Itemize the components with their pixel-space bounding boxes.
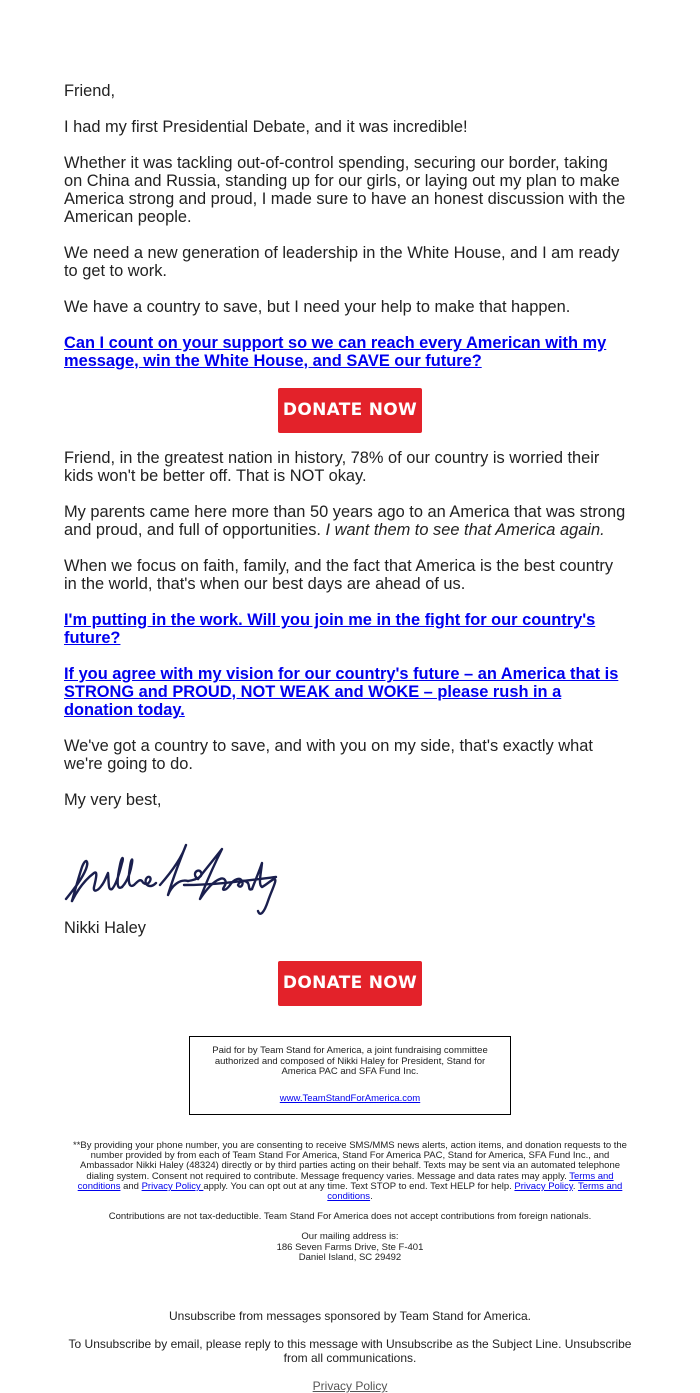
signer-name: Nikki Haley	[64, 919, 146, 937]
terms-link-2[interactable]: Terms and conditions	[327, 1180, 623, 1203]
campaign-website-link[interactable]: www.TeamStandForAmerica.com	[279, 1092, 421, 1104]
dot-text: .	[572, 1180, 578, 1192]
paragraph-closing: We've got a country to save, and with you on my side, that's exactly what we're going to do.	[64, 737, 593, 773]
cta-link-join[interactable]: I'm putting in the work. Will you join me in the fight for our country's future?	[64, 611, 596, 647]
unsubscribe-email-text: To Unsubscribe by email, please reply to this message with Unsubscribe as the Subject Line. Unsubscribe from all communications.	[68, 1337, 632, 1366]
paragraph-topics: Whether it was tackling out-of-control spending, securing our border, taking on China and Russia, standing up for our girls, or laying out my plan to make America strong and proud, I made sure to have an honest discussion with the American people.	[64, 154, 626, 226]
paragraph-worried: Friend, in the greatest nation in history, 78% of our country is worried their kids won't be better off. That is NOT okay.	[64, 449, 600, 485]
mailing-label: Our mailing address is:	[301, 1231, 399, 1243]
sms-disclaimer	[65, 1141, 635, 1202]
privacy-link-1[interactable]: Privacy Policy	[141, 1180, 204, 1192]
paragraph-parents	[64, 503, 629, 539]
paid-for-text: Paid for by Team Stand for America, a joint fundraising committee authorized and composed of Nikki Haley for President, Stand for America PAC and SFA Fund Inc.	[212, 1045, 488, 1077]
paid-for-box	[189, 1036, 511, 1115]
greeting: Friend,	[64, 82, 116, 100]
mailing-address	[0, 1232, 700, 1263]
donate-button[interactable]: DONATE NOW	[278, 388, 422, 433]
paragraph-debate: I had my first Presidential Debate, and it was incredible!	[64, 118, 468, 136]
parents-text: My parents came here more than 50 years ago to an America that was strong and proud, and full of opportunities.	[64, 503, 626, 539]
optout-text: apply. You can opt out at any time. Text STOP to end. Text HELP for help.	[203, 1180, 515, 1192]
cta-link-donation[interactable]: If you agree with my vision for our country's future – an America that is STRONG and PROUD, NOT WEAK and WOKE – please rush in a donation today.	[64, 665, 619, 719]
paragraph-leadership: We need a new generation of leadership in the White House, and I am ready to get to work.	[64, 244, 620, 280]
unsubscribe-sponsored: Unsubscribe from messages sponsored by Team Stand for America.	[169, 1309, 531, 1324]
end-text: .	[370, 1191, 373, 1203]
privacy-link-2[interactable]: Privacy Policy	[514, 1180, 573, 1192]
donate-row-1	[0, 388, 700, 433]
cta-link-support[interactable]: Can I count on your support so we can reach every American with my message, win the White House, and SAVE our future?	[64, 334, 607, 370]
closing: My very best,	[64, 791, 162, 809]
address-line-1: 186 Seven Farms Drive, Ste F-401	[276, 1241, 424, 1253]
and-text: and	[120, 1180, 142, 1192]
footer	[0, 1309, 700, 1393]
terms-link-1[interactable]: Terms and conditions	[77, 1170, 614, 1192]
email-body	[0, 0, 629, 370]
email-body-continued	[0, 433, 629, 937]
donate-button-bottom[interactable]: DONATE NOW	[278, 961, 422, 1006]
paragraph-faith: When we focus on faith, family, and the fact that America is the best country in the world, that's when our best days are ahead of us.	[64, 557, 614, 593]
parents-italic: I want them to see that America again.	[325, 521, 605, 539]
signature-image	[64, 839, 284, 919]
disclaimer-text: **By providing your phone number, you are consenting to receive SMS/MMS news alerts, action items, and donation requests to the number provided by from each of Team Stand For America, Stand For America PAC, Stand for America, SFA Fund Inc., and Ambassador Nikki Haley (48324) directly or by third parties acting on their behalf. Texts may be sent via an automated telephone dialing system. Consent not required to contribute. Message frequency varies. Message and data rates may apply.	[73, 1140, 627, 1182]
contributions-notice: Contributions are not tax-deductible. Team Stand For America does not accept contributions from foreign nationals.	[108, 1211, 592, 1223]
donate-row-2	[0, 961, 700, 1006]
privacy-policy-link[interactable]: Privacy Policy	[312, 1379, 388, 1393]
address-line-2: Daniel Island, SC 29492	[298, 1251, 402, 1263]
paragraph-save-country: We have a country to save, but I need your help to make that happen.	[64, 298, 571, 316]
